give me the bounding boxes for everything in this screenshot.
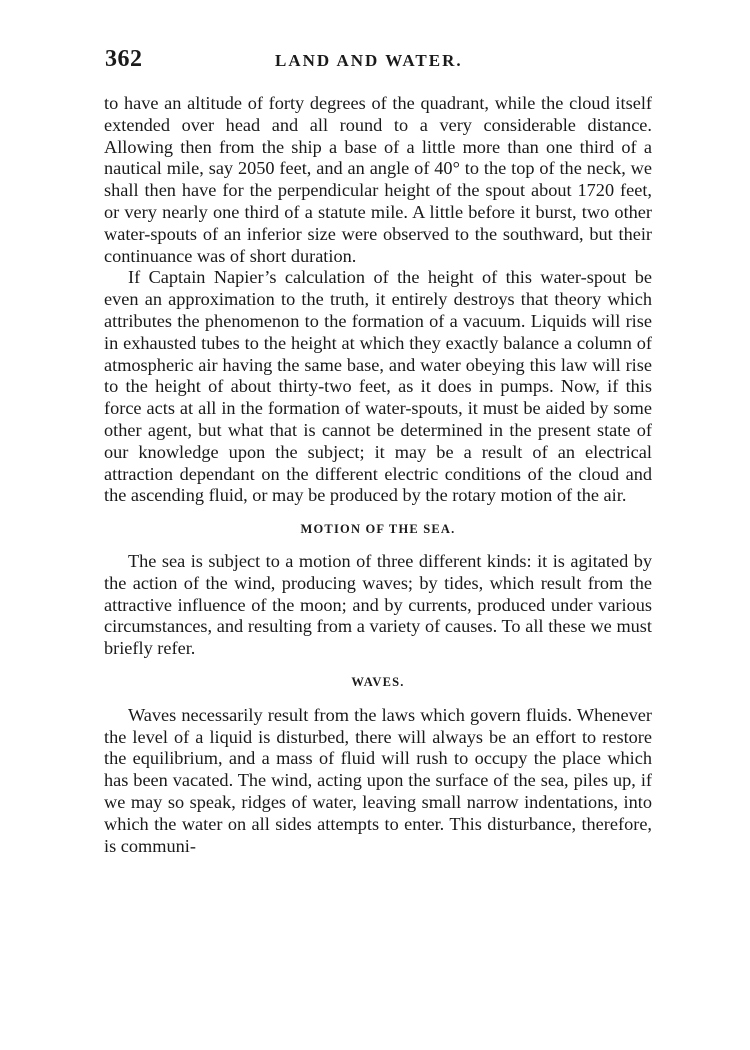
paragraph-waterspout-measurement: to have an altitude of forty degrees of the quadrant, while the cloud itself extended over head and all round to a very considerable distance. Allowing then from the ship a base of a little more than one third of a nautical mile, say 2050 feet, and an angle of 40° to the top of the neck, we shall then have for the perpendicular height of the spout about 1720 feet, or very nearly one third of a statute mile. A little before it burst, two other water-spouts of an inferior size were observed to the southward, but their continuance was of short duration.	[104, 93, 652, 266]
running-head	[105, 46, 655, 76]
section-heading-motion-of-the-sea: MOTION OF THE SEA.	[300, 522, 456, 537]
paragraph-vacuum-theory: If Captain Napier’s calculation of the height of this water-spout be even an approximation to the truth, it entirely destroys that theory which attributes the phenomenon to the formation of a vacuum. Liquids will rise in exhausted tubes to the height at which they exactly balance a column of atmospheric air having the same base, and water obeying this law will rise to the height of about thirty-two feet, as it does in pumps. Now, if this force acts at all in the formation of water-spouts, it must be aided by some other agent, but what that is cannot be determined in the present state of our knowledge upon the subject; it may be a result of an electrical attraction dependant on the different electric conditions of the cloud and the ascending fluid, or may be produced by the rotary motion of the air.	[104, 267, 652, 506]
running-title: LAND AND WATER.	[275, 51, 463, 70]
paragraph-sea-motion: The sea is subject to a motion of three different kinds: it is agitated by the action of the wind, producing waves; by tides, which result from the attractive influence of the moon; and by currents, produced under various circumstances, and resulting from a variety of causes. To all these we must briefly refer.	[104, 550, 652, 659]
paragraph-waves: Waves necessarily result from the laws which govern fluids. Whenever the level of a liquid is disturbed, there will always be an effort to restore the equilibrium, and a mass of fluid will rush to occupy the place which has been vacated. The wind, acting upon the surface of the sea, piles up, if we may so speak, ridges of water, leaving small narrow indentations, into which the water on all sides attempts to enter. This disturbance, therefore, is communi-	[104, 704, 652, 856]
body-text	[104, 93, 652, 857]
section-heading-waves: WAVES.	[351, 674, 405, 689]
page-number: 362	[105, 46, 143, 72]
